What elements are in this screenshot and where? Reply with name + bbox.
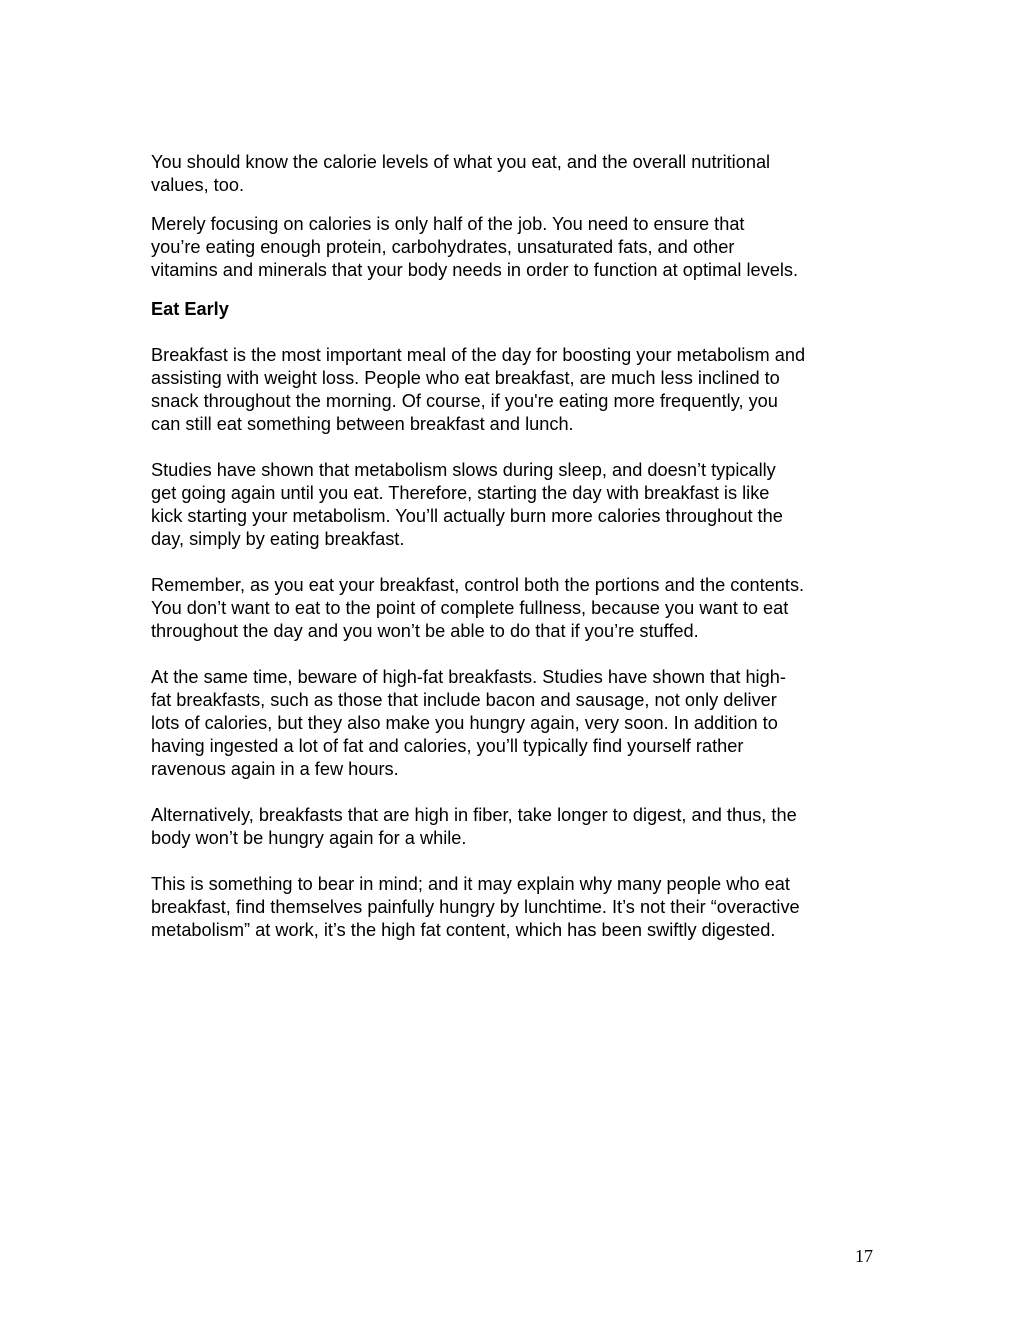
paragraph-portion-control: Remember, as you eat your breakfast, control both the portions and the contents. You don’t want to eat to the point of complete fullness, because you want to eat throughout the day and you won’t be able to do that if you’re stuffed. [151, 575, 805, 641]
paragraph-high-fat-breakfasts: At the same time, beware of high-fat breakfasts. Studies have shown that high- fat breakfasts, such as those that include bacon and sausage, not only deliver lots of calories, but they also make you hungry again, very soon. In addition to having ingested a lot of fat and calories, you’ll typically find yourself rather ravenous again in a few hours. [151, 667, 786, 779]
page-number: 17 [855, 1246, 873, 1266]
section-heading: Eat Early [151, 299, 229, 319]
paragraph-calorie-levels: You should know the calorie levels of what you eat, and the overall nutritional values, too. [151, 152, 771, 195]
paragraph-fiber-breakfasts: Alternatively, breakfasts that are high in fiber, take longer to digest, and thus, the body won’t be hungry again for a while. [151, 805, 797, 848]
page-body [151, 151, 881, 965]
paragraph-breakfast-importance: Breakfast is the most important meal of the day for boosting your metabolism and assisting with weight loss. People who eat breakfast, are much less inclined to snack throughout the morning. Of course, if you're eating more frequently, you can still eat something between breakfast and lunch. [151, 345, 806, 434]
paragraph-lunchtime-hunger: This is something to bear in mind; and it may explain why many people who eat breakfast, find themselves painfully hungry by lunchtime. It’s not their “overactive metabolism” at work, it’s the high fat content, which has been swiftly digested. [151, 874, 800, 940]
paragraph-nutrition-balance: Merely focusing on calories is only half of the job. You need to ensure that you’re eating enough protein, carbohydrates, unsaturated fats, and other vitamins and minerals that your body needs in order to function at optimal levels. [151, 214, 799, 280]
paragraph-metabolism-sleep: Studies have shown that metabolism slows during sleep, and doesn’t typically get going again until you eat. Therefore, starting the day with breakfast is like kick starting your metabolism. You’ll actually burn more calories throughout the day, simply by eating breakfast. [151, 460, 783, 549]
